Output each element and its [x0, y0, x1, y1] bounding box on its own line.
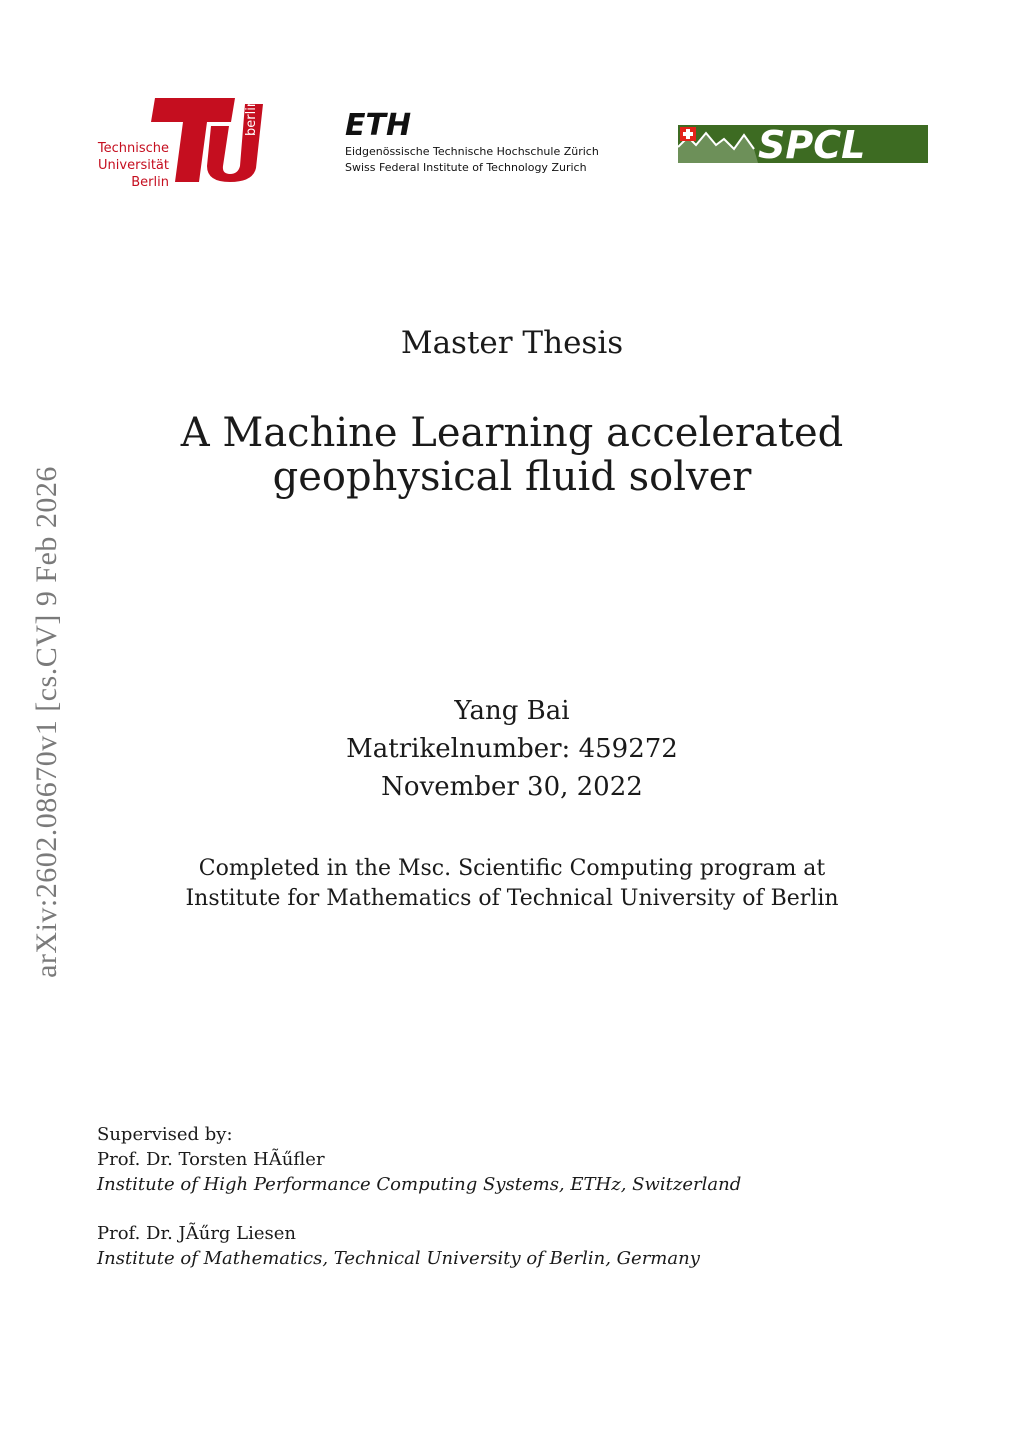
eth-line-2: Swiss Federal Institute of Technology Zurich: [345, 161, 587, 174]
spcl-mountain-icon: [678, 125, 928, 163]
supervisor-1-name: Prof. Dr. Torsten HÃűfler: [97, 1149, 325, 1170]
eth-logo: [345, 108, 605, 178]
spcl-logo: [678, 125, 928, 163]
thesis-type: Master Thesis: [400, 325, 624, 361]
tu-berlin-logo: [95, 96, 267, 196]
eth-line-1: Eidgenössische Technische Hochschule Zürich: [345, 145, 599, 158]
supervisor-1-institute: Institute of High Performance Computing Systems, ETHz, Switzerland: [97, 1174, 742, 1195]
author-name: Yang Bai: [454, 696, 570, 726]
tu-mark-icon: [95, 96, 267, 196]
program-line-1: Completed in the Msc. Scientific Computing program at: [198, 856, 826, 881]
title-line-1: A Machine Learning accelerated: [180, 410, 844, 456]
tu-line-3: Berlin: [131, 175, 169, 190]
program-line-2: Institute for Mathematics of Technical University of Berlin: [185, 886, 839, 911]
tu-line-1: Technische: [97, 141, 169, 156]
eth-mark: ETH: [345, 108, 412, 143]
arxiv-sidebar-stamp: arXiv:2602.08670v1 [cs.CV] 9 Feb 2026: [30, 466, 63, 978]
spcl-text: SPCL: [758, 125, 866, 163]
submission-date: November 30, 2022: [381, 772, 643, 802]
title-line-2: geophysical fluid solver: [272, 454, 752, 500]
supervisor-2-name: Prof. Dr. JÃűrg Liesen: [97, 1223, 297, 1244]
supervisors-heading: Supervised by:: [97, 1124, 233, 1145]
tu-line-2: Universität: [98, 158, 169, 173]
matrikel-number: Matrikelnumber: 459272: [346, 734, 678, 764]
supervisor-2-institute: Institute of Mathematics, Technical University of Berlin, Germany: [97, 1248, 700, 1269]
tu-badge-text: berlin: [244, 98, 259, 136]
